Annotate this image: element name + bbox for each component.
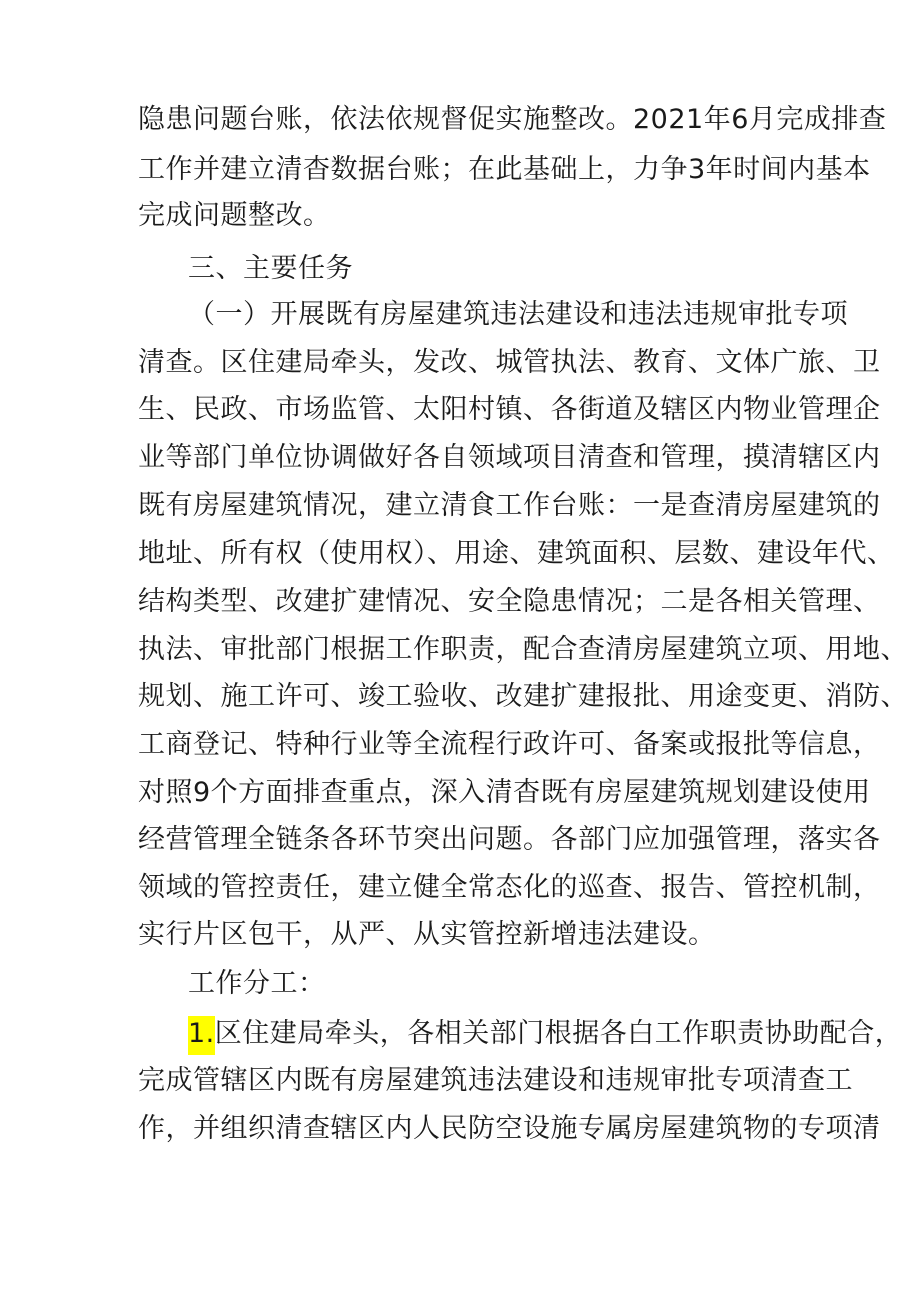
task1-line-8: 执法、审批部门根据工作职责，配合查清房屋建筑立项、用地、 xyxy=(138,634,908,665)
item1-line-1-text: 区住建局牵头，各相关部门根据各白工作职责协助配合， xyxy=(214,1018,903,1049)
item1-line-1 xyxy=(188,1016,903,1052)
task1-line-9: 规划、施工许可、竣工验收、改建扩建报批、用途变更、消防、 xyxy=(138,681,908,712)
item1-line-2: 完成管辖区内既有房屋建筑违法建设和违规审批专项清查工 xyxy=(138,1065,853,1096)
item1-marker-highlight: 1. xyxy=(188,1016,215,1055)
task1-line-7: 结构类型、改建扩建情况、安全隐患情况；二是各相关管理、 xyxy=(138,586,881,617)
intro-line-3: 完成问题整改。 xyxy=(138,200,331,231)
division-heading: 工作分工： xyxy=(188,968,326,999)
task1-line-12: 经营管理全链条各环节突出问题。各部门应加强管理，落实各 xyxy=(138,824,881,855)
task1-line-3: 生、民政、市场监管、太阳村镇、各街道及辖区内物业管理企 xyxy=(138,394,881,425)
item1-line-3: 作，并组织清查辖区内人民防空设施专属房屋建筑物的专项清 xyxy=(138,1113,881,1144)
intro-line-2: 工作并建立清杳数据台账；在此基础上，力争3年时间内基本 xyxy=(138,154,871,185)
task1-line-10: 工商登记、特种行业等全流程行政许可、备案或报批等信息， xyxy=(138,729,881,760)
intro-line-1: 隐患问题台账，依法依规督促实施整改。2021年6月完成排查 xyxy=(138,104,887,135)
section-heading: 三、主要任务 xyxy=(188,253,353,284)
task1-line-11: 对照9个方面排查重点，深入清杳既有房屋建筑规划建设使用 xyxy=(138,777,871,808)
task1-line-13: 领域的管控责任，建立健全常态化的巡查、报告、管控机制， xyxy=(138,872,881,903)
task1-line-14: 实行片区包干，从严、从实管控新增违法建设。 xyxy=(138,919,716,950)
task1-line-1: （一）开展既有房屋建筑违法建设和违法违规审批专项 xyxy=(188,299,848,330)
task1-line-5: 既有房屋建筑情况，建立清食工作台账：一是查清房屋建筑的 xyxy=(138,490,881,521)
task1-line-6: 地址、所有权（使用权）、用途、建筑面积、层数、建设年代、 xyxy=(138,538,895,569)
task1-line-4: 业等部门单位协调做好各自领域项目清查和管理，摸清辖区内 xyxy=(138,442,881,473)
task1-line-2: 清查。区住建局牵头，发改、城管执法、教育、文体广旅、卫 xyxy=(138,347,881,378)
